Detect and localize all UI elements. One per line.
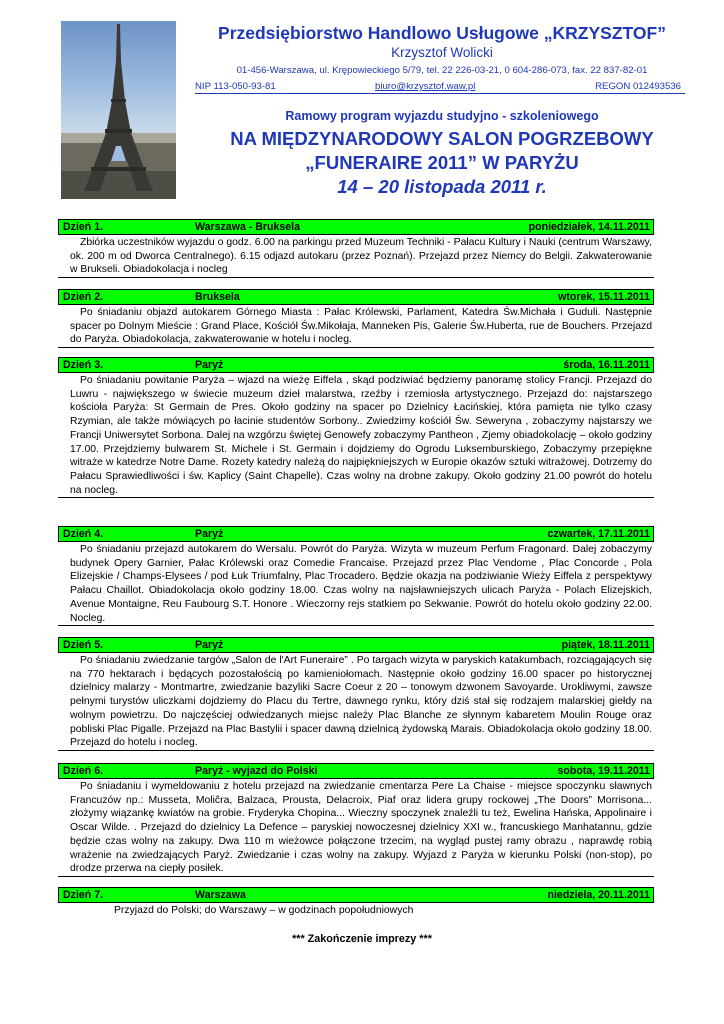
- day-text: Po śniadaniu i wymeldowaniu z hotelu przejazd na zwiedzanie cmentarza Pere La Chaise - miejsce spoczynku sławnych Francuzów np.: Musseta, Moliĉra, Balzaca, Prousta, Delacroix, Piaf oraz lidera grupy rockowej „The Doors” Morrisona... złożymy wiązankę kwiatów na grobie. Fryderyka Chopina... Wieczny spoczynek znaleźli tu też, Ewelina Hańska, Appolinaire i Oscar Wilde. . Przejazd do dzielnicy La Defence – paryskiej nowoczesnej dzielnicy XXI w., francuskiego Manhatannu, gdzie będzie czas wolny na zakupy. Dwa 110 m wieżowce połączone trzecim, na wygląd pustej ramy obrazu , naprawdę robią wrażenie na zwiedzających Paryż. Zwiedzanie i czas wolny na zakupy. Wyjazd z Paryża w kierunku Polski (non-stop), po drodze przerwa na ciepły posiłek.: [70, 781, 652, 875]
- day-number: Dzień 1.: [63, 221, 104, 233]
- day-date: niedziela, 20.11.2011: [547, 889, 650, 901]
- day-text: Po śniadaniu objazd autokarem Górnego Miasta : Pałac Królewski, Parlament, Katedra Św.Michała i Guduli. Następnie spacer po Dolnym Mieście : Grand Place, Kościół Św.Mikołaja, Manneken Pis, Galerie Św.Huberta, rue de Bouchers. Przejazd do Paryża. Obiadokolacja, zakwaterowanie w hotelu i nocleg.: [70, 307, 652, 346]
- day-place: Warszawa: [195, 889, 246, 901]
- day-text: Przyjazd do Polski; do Warszawy – w godzinach popołudniowych: [114, 905, 414, 916]
- day-description: [58, 779, 654, 877]
- program-title-line-2: „FUNERAIRE 2011” W PARYŻU: [305, 152, 579, 173]
- day-text: Zbiórka uczestników wyjazdu o godz. 6.00 na parkingu przed Muzeum Techniki - Pałacu Kultury i Nauki (centrum Warszawy, ok. 200 m od Dworca Centralnego). 6.15 odjazd autokaru (przez Poznań). Przejazd przez Niemcy do Belgii. Zakwaterowanie w Brukseli. Obiadokolacja i nocleg: [70, 237, 652, 276]
- day-text: Po śniadaniu zwiedzanie targów „Salon de l'Art Funeraire” . Po targach wizyta w paryskich katakumbach, rozciągających się na 770 hektarach i będących pozostałością po kamieniołomach. Następnie około godziny 16.00 spacer po historycznej dzielnicy malarzy - Montmartre, zwiedzanie bazyliki Sacre Coeur z 20 – tonowym dzwonem Savoyarde. Urokliwymi, zawsze pełnymi turystów uliczkami dojdziemy do Placu du Tertre, dawnego rynku, który dziś stał się rodzajem malarskiej giełdy na wolnym powietrzu. Do najczęściej odwiedzanych miejsc należy Plac Blanche ze słynnym kabaretem Moulin Rouge oraz pobliski Plac Pigalle. Przejazd na Plac Bastylii i spacer dawną dzielnicą żydowską Marais. Obiadokolacja około godziny 18.00. Przejazd do hotelu i nocleg.: [70, 655, 652, 749]
- day-header-bar: [58, 763, 654, 779]
- day-text: Po śniadaniu przejazd autokarem do Wersalu. Powrót do Paryża. Wizyta w muzeum Perfum Fragonard. Dalej zobaczymy budynek Opery Garnier, Pałac Królewski oraz Comedie Francaise. Przejazd przez Plac Vendome , Plac Concorde , Pola Elizejskie / Champs-Elysees / pod Łuk Triumfalny, Plac Trocadero. Będzie okazja na podziwianie Wieży Eiffela z perspektywy Pałacu Chaillot. Obiadokolacja około godziny 18.00. Czas wolny na najsławniejszych ulicach Paryża - Polach Elizejskich, Avenue Montaigne, Reu Faubourg S.T. Honore . Wieczorny rejs statkiem po Sekwanie. Powrót do hotelu około godziny 22.00. Nocleg.: [70, 544, 652, 624]
- program-title-line-1: NA MIĘDZYNARODOWY SALON POGRZEBOWY: [230, 128, 654, 149]
- company-name: Przedsiębiorstwo Handlowo Usługowe „KRZYSZTOF”: [218, 23, 666, 43]
- company-header: [180, 22, 704, 77]
- day-description: [58, 373, 654, 498]
- day-3-section: [58, 357, 654, 498]
- program-dates: 14 – 20 listopada 2011 r.: [337, 176, 547, 197]
- eiffel-tower-photo: [61, 21, 176, 199]
- day-place: Warszawa - Bruksela: [195, 221, 301, 233]
- day-4-section: [58, 526, 654, 626]
- day-place: Paryż: [195, 359, 224, 371]
- closing-note: *** Zakończenie imprezy ***: [292, 933, 432, 945]
- day-header-bar: [58, 526, 654, 542]
- day-description: [58, 653, 654, 751]
- day-description: [58, 235, 654, 278]
- nip-number: NIP 113-050-93-81: [195, 81, 276, 92]
- regon-number: REGON 012493536: [595, 81, 681, 92]
- owner-name: Krzysztof Wolicki: [391, 45, 493, 60]
- day-place: Paryż: [195, 528, 224, 540]
- day-place: Bruksela: [195, 291, 240, 303]
- day-text: Po śniadaniu powitanie Paryża – wjazd na wieżę Eiffela , skąd podziwiać będziemy panoramę stolicy Francji. Przejazd do Luwru - największego w świecie muzeum dzieł malarstwa, rzeźby i rzemiosła artystycznego. Przejazd do: najstarszego kościoła Paryża: St Germain de Pres. Około godziny na spacer po Dzielnicy Łacińskiej, która pamięta nie tylko czasy Rzymian, ale także mówiących po łacinie studentów Sorbony.. Zwiedzimy kościół Św. Seweryna , zobaczymy najstarszy we Francji Uniwersytet Sorbona. Dalej na wzgórzu świętej Genowefy zobaczymy Pantheon , Zjemy obiadokolację – około godziny 17.00. Przejdziemy bulwarem St. Michele i St. Germain i dojdziemy do Ogrodu Luksemburskiego, Zobaczymy przepiękne witraże w katedrze Notre Dame. Rozety katedry należą do najpiękniejszych w Europie okazów sztuki witrażowej. Dotrzemy do Pałacu Sprawiedliwości i św. Kaplicy (Saint Chapelle). Czas wolny na drobne zakupy. Około godziny 21.00 powrót do hotelu na nocleg.: [70, 375, 652, 496]
- day-number: Dzień 7.: [63, 889, 104, 901]
- day-6-section: [58, 763, 654, 877]
- email-link[interactable]: biuro@krzysztof.waw.pl: [375, 81, 476, 92]
- day-1-section: [58, 219, 654, 278]
- day-number: Dzień 6.: [63, 765, 104, 777]
- day-number: Dzień 5.: [63, 639, 104, 651]
- day-date: wtorek, 15.11.2011: [558, 291, 650, 303]
- day-description: [58, 542, 654, 626]
- company-address: 01-456-Warszawa, ul. Krępowieckiego 5/79, tel. 22 226-03-21, 0 604-286-073, fax. 22 837-82-01: [236, 65, 648, 76]
- day-date: środa, 16.11.2011: [563, 359, 650, 371]
- day-7-section: [58, 887, 654, 918]
- day-date: czwartek, 17.11.2011: [547, 528, 650, 540]
- day-place: Paryż - wyjazd do Polski: [195, 765, 318, 777]
- day-2-section: [58, 289, 654, 348]
- eiffel-tower-icon: [61, 21, 176, 199]
- day-date: sobota, 19.11.2011: [557, 765, 650, 777]
- day-description: [58, 903, 654, 918]
- day-5-section: [58, 637, 654, 751]
- day-number: Dzień 4.: [63, 528, 104, 540]
- day-header-bar: [58, 887, 654, 903]
- program-titles: [180, 108, 704, 199]
- day-description: [58, 305, 654, 348]
- day-number: Dzień 3.: [63, 359, 104, 371]
- day-header-bar: [58, 219, 654, 235]
- day-header-bar: [58, 289, 654, 305]
- program-subtitle: Ramowy program wyjazdu studyjno - szkoleniowego: [285, 109, 599, 123]
- company-ids: [195, 81, 685, 94]
- day-date: piątek, 18.11.2011: [561, 639, 650, 651]
- day-date: poniedziałek, 14.11.2011: [528, 221, 650, 233]
- day-place: Paryż: [195, 639, 224, 651]
- day-number: Dzień 2.: [63, 291, 104, 303]
- day-header-bar: [58, 637, 654, 653]
- day-header-bar: [58, 357, 654, 373]
